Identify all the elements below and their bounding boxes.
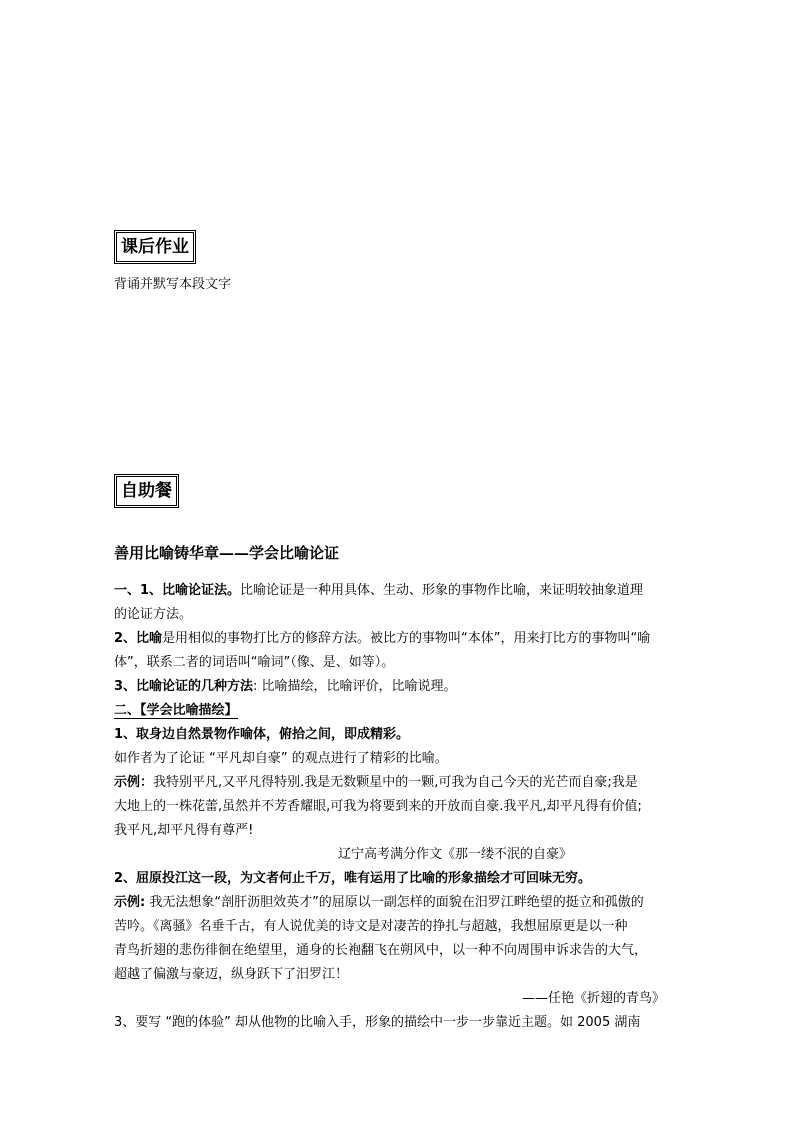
- item-1-intro: 如作者为了论证 “平凡却自豪” 的观点进行了精彩的比喻。: [114, 751, 448, 766]
- item-2-example-line-4: 超越了偏激与豪迈，纵身跃下了汨罗江！: [114, 967, 349, 982]
- self-help-heading: 自助餐: [114, 474, 179, 508]
- paragraph-2-line-2: 体”，联系二者的词语叫“喻词”（像、是、如等）。: [114, 655, 395, 670]
- p2-label: 2、比喻: [114, 631, 163, 646]
- homework-heading: 课后作业: [114, 230, 196, 264]
- p1-label: 一、1、比喻论证法。: [114, 583, 241, 598]
- section-2-label: 二、【学会比喻描绘】: [114, 703, 238, 718]
- homework-task: 背诵并默写本段文字: [114, 277, 232, 292]
- item-3-line-1: 3、要写 “跑的体验” 却从他物的比喻入手，形象的描绘中一步一步靠近主题。如 2005 湖南: [114, 1015, 641, 1030]
- item-2-example-line-3: 青鸟折翅的悲伤徘徊在绝望里，通身的长袍翻飞在朔风中，以一种不向周围申诉求告的大气，: [114, 943, 648, 958]
- paragraph-3: [114, 678, 457, 696]
- example-label-2: 示例:: [114, 895, 146, 910]
- item-2-example-line-2: 苦吟。《离骚》名垂千古，有人说优美的诗文是对凄苦的挣扎与超越，我想屈原更是以一种: [114, 919, 628, 934]
- item-1-heading: 1、取身边自然景物作喻体，俯拾之间，即成精彩。: [114, 727, 410, 742]
- paragraph-1-line-1: [114, 582, 643, 600]
- item-1-source: 辽宁高考满分作文《那一缕不泯的自豪》: [338, 847, 573, 862]
- section-2-heading: [114, 702, 238, 720]
- p1-text-a: 比喻论证是一种用具体、生动、形象的事物作比喻，来证明较抽象道理: [240, 583, 644, 598]
- item-1-example-line-3: 我平凡,却平凡得有尊严!: [114, 823, 254, 838]
- item-1-example-line-2: 大地上的一株花蕾,虽然并不芳香耀眼,可我为将要到来的开放而自豪.我平凡,却平凡得有价值;: [114, 799, 642, 814]
- p3-text: : 比喻描绘，比喻评价，比喻说理。: [253, 679, 457, 694]
- example-label: 示例：: [114, 775, 154, 790]
- item-2-heading: 2、屈原投江这一段，为文者何止千万，唯有运用了比喻的形象描绘才可回味无穷。: [114, 871, 592, 886]
- paragraph-1-line-2: 的论证方法。: [114, 607, 193, 622]
- article-title: 善用比喻铸华章——学会比喻论证: [114, 544, 340, 562]
- item-2-ex-a: 我无法想象“剖肝沥胆效英才”的屈原以一副怎样的面貌在汨罗江畔绝望的挺立和孤傲的: [145, 895, 644, 910]
- item-2-source: ——任艳《折翅的青鸟》: [522, 991, 666, 1006]
- p2-text-a: 是用相似的事物打比方的修辞方法。被比方的事物叫“本体”，用来打比方的事物叫“喻: [162, 631, 651, 646]
- item-2-example-line-1: [114, 894, 644, 912]
- item-1-ex-a: 我特别平凡,又平凡得特别.我是无数颗星中的一颗,可我为自己今天的光芒而自豪;我是: [153, 775, 638, 790]
- item-1-example-line-1: [114, 774, 638, 792]
- p3-label: 3、比喻论证的几种方法: [114, 679, 254, 694]
- paragraph-2-line-1: [114, 630, 650, 648]
